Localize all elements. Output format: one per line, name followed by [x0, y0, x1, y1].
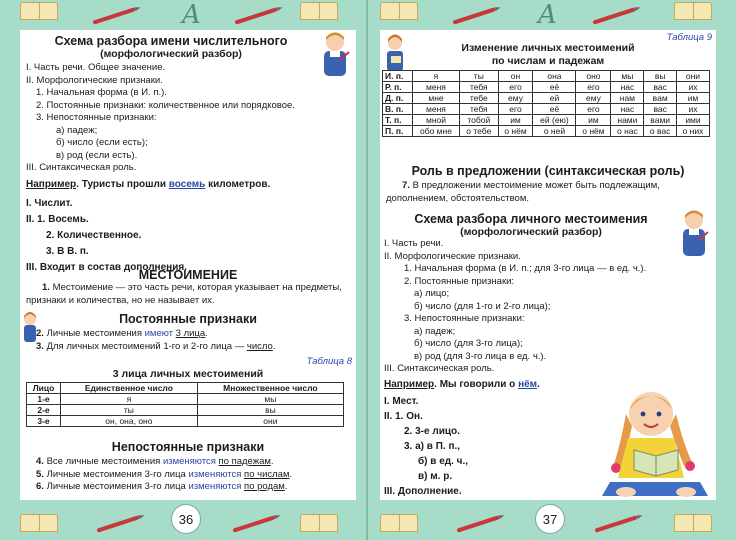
rule-text: В предложении местоимение может быть подлежащим, дополнением, обстоятельством.	[386, 180, 660, 204]
constant-features-list	[36, 328, 275, 353]
rule-highlight: изменяются	[188, 468, 242, 480]
rule-item	[36, 456, 292, 469]
rule-number: 7.	[402, 180, 410, 191]
boy-writing-illustration	[676, 208, 712, 258]
scheme-line: 3. Непостоянные признаки:	[36, 112, 157, 123]
scheme-line: III. Синтаксическая роль.	[26, 162, 137, 173]
rule-number: 4.	[36, 456, 44, 467]
table-row	[383, 93, 710, 104]
example-label: Например	[384, 379, 435, 390]
table-cell: ты	[460, 71, 498, 82]
rule-number: 5.	[36, 468, 44, 480]
example-word: нём	[518, 379, 538, 390]
table-cell: о тебе	[460, 126, 498, 137]
header-decoration	[368, 0, 736, 30]
example-text: . Мы говорили о	[434, 379, 516, 390]
pen-icon	[452, 7, 495, 24]
analysis-line: б) в ед. ч.,	[418, 456, 469, 467]
analysis-line: в) м. р.	[418, 471, 453, 482]
table-cell: тебя	[460, 104, 498, 115]
scheme-line: б) число (если есть);	[56, 137, 148, 148]
analysis-line: II. 1. Он.	[384, 411, 423, 422]
table-row	[27, 405, 344, 416]
table-cell: нас	[611, 82, 644, 93]
definition-number: 1.	[42, 282, 50, 293]
table-cell: тебя	[460, 82, 498, 93]
table-row	[383, 115, 710, 126]
rule-item	[36, 341, 275, 354]
rule-item	[36, 481, 292, 494]
table-cell: оно	[576, 71, 611, 82]
table-cell: они	[676, 71, 709, 82]
book-icon	[300, 514, 338, 532]
table-cell: он, она, оно	[61, 416, 198, 427]
table-cell: его	[576, 104, 611, 115]
table-row	[27, 394, 344, 405]
table-cell: меня	[412, 82, 459, 93]
scheme-line: в) род (если есть).	[56, 149, 138, 161]
constant-features-heading: Постоянные признаки	[119, 312, 257, 326]
pronoun-example	[384, 378, 540, 392]
table-cell: её	[533, 104, 576, 115]
rule-item	[36, 469, 292, 482]
pronoun-scheme	[384, 238, 646, 376]
pen-icon	[232, 515, 275, 532]
analysis-line: II. 1. Восемь.	[26, 214, 89, 225]
left-content	[20, 30, 356, 500]
table-cell: я	[61, 394, 198, 405]
case-header: П. п.	[383, 126, 413, 137]
pen-icon	[234, 7, 277, 24]
case-header: И. п.	[383, 71, 413, 82]
rule-item	[36, 328, 275, 341]
table-cell: вы	[644, 71, 677, 82]
rule-highlight: имеют	[144, 328, 174, 339]
pronoun-scheme-title: Схема разбора личного местоимения	[414, 212, 648, 226]
rule-underlined: по падежам	[218, 456, 271, 467]
scheme-line: 2. Постоянные признаки: количественное или порядковое.	[36, 99, 295, 111]
table-cell: им	[576, 115, 611, 126]
scheme-line: б) число (для 3-го лица);	[414, 338, 523, 349]
table-cell: мы	[611, 71, 644, 82]
pronoun-heading: МЕСТОИМЕНИЕ	[138, 268, 238, 282]
pronoun-analysis	[384, 394, 468, 499]
table-cell: ему	[498, 93, 533, 104]
rule-underlined: число	[246, 340, 273, 352]
page-number: 36	[171, 504, 201, 534]
rule-number: 6.	[36, 481, 44, 492]
example-end: километров.	[208, 179, 271, 190]
case-header: В. п.	[383, 104, 413, 115]
column-header: Множественное число	[197, 383, 343, 394]
table-cell: их	[676, 104, 709, 115]
table-cell: вами	[644, 115, 677, 126]
example-text: . Туристы прошли	[76, 179, 166, 190]
role-rule	[386, 180, 710, 205]
numeral-scheme-subtitle: (морфологический разбор)	[100, 48, 242, 60]
boy-writing-illustration	[316, 30, 354, 78]
girl-reading-icon	[384, 34, 406, 72]
table-cell: о нём	[498, 126, 533, 137]
table-row	[383, 71, 710, 82]
table8	[26, 382, 344, 427]
scheme-line: II. Морфологические признаки.	[26, 74, 163, 86]
right-page	[368, 0, 736, 540]
numeral-example	[26, 178, 270, 192]
table-cell: он	[498, 71, 533, 82]
book-icon	[20, 514, 58, 532]
scheme-line: 1. Начальная форма (в И. п.).	[36, 87, 167, 98]
table-cell: меня	[412, 104, 459, 115]
table-cell: её	[533, 82, 576, 93]
column-header: Лицо	[27, 383, 61, 394]
pen-icon	[92, 7, 135, 24]
table-row	[383, 82, 710, 93]
rule-number: 2.	[36, 328, 44, 339]
pronoun-scheme-header	[386, 212, 676, 239]
table-cell: ему	[576, 93, 611, 104]
table8-label: Таблица 8	[306, 356, 352, 367]
table-cell: вас	[644, 82, 677, 93]
analysis-line: 2. 3-е лицо.	[404, 426, 460, 437]
book-icon	[300, 2, 338, 20]
table-cell: ей (ею)	[533, 115, 576, 126]
column-header: Единственное число	[61, 383, 198, 394]
analysis-line: 3. В В. п.	[46, 246, 89, 257]
example-word: восемь	[168, 179, 206, 190]
numeral-scheme	[26, 62, 295, 175]
rule-end: .	[289, 468, 293, 480]
variable-features-heading: Непостоянные признаки	[111, 440, 265, 454]
pen-icon	[96, 515, 139, 532]
table-cell: вы	[197, 405, 343, 416]
rule-end: .	[270, 456, 274, 467]
table-cell: о ней	[533, 126, 576, 137]
definition-text: Местоимение — это часть речи, которая указывает на предметы, признаки и количества, но не называет их.	[26, 282, 342, 306]
table-cell: о нас	[611, 126, 644, 137]
table-cell: вас	[644, 104, 677, 115]
page-number: 37	[535, 504, 565, 534]
table-cell: я	[412, 71, 459, 82]
scheme-line: II. Морфологические признаки.	[384, 250, 521, 262]
table-cell: его	[576, 82, 611, 93]
table-cell: мной	[412, 115, 459, 126]
table-cell: обо мне	[412, 126, 459, 137]
table-cell: о нём	[576, 126, 611, 137]
rule-highlight: изменяются	[162, 456, 216, 467]
book-icon	[20, 2, 58, 20]
girl-reading-icon	[22, 312, 38, 344]
table-cell: мне	[412, 93, 459, 104]
table-cell: ими	[676, 115, 709, 126]
table-cell: нами	[611, 115, 644, 126]
numeral-analysis	[26, 196, 187, 276]
scheme-line: 2. Постоянные признаки:	[404, 275, 515, 287]
table-cell: 1-е	[27, 394, 61, 405]
table-cell: они	[197, 416, 343, 427]
rule-end: .	[272, 340, 276, 352]
scheme-line: а) лицо;	[414, 288, 450, 299]
letter-a-icon: A	[538, 0, 557, 30]
table-cell: 3-е	[27, 416, 61, 427]
rule-text: Личные местоимения 3-го лица	[46, 468, 186, 480]
rule-underlined: 3 лица	[175, 328, 206, 339]
table-cell: его	[498, 104, 533, 115]
table9	[382, 70, 710, 137]
rule-underlined: по родам	[244, 481, 285, 492]
header-decoration	[0, 0, 368, 30]
role-heading: Роль в предложении (синтаксическая роль)	[411, 164, 685, 178]
pronoun-definition	[26, 282, 350, 307]
table-cell: о вас	[644, 126, 677, 137]
pronoun-scheme-subtitle: (морфологический разбор)	[460, 226, 602, 238]
letter-a-icon: A	[182, 0, 201, 30]
book-icon	[380, 514, 418, 532]
rule-highlight: изменяются	[188, 481, 242, 492]
table-cell: его	[498, 82, 533, 93]
example-end: .	[537, 379, 540, 390]
analysis-line: III. Входит в состав дополнения.	[26, 262, 187, 273]
case-header: Д. п.	[383, 93, 413, 104]
table-row	[383, 126, 710, 137]
rule-text: Личные местоимения	[46, 328, 142, 339]
case-header: Р. п.	[383, 82, 413, 93]
scheme-line: 1. Начальная форма (в И. п.; для 3-го лица — в ед. ч.).	[404, 263, 647, 274]
table-row	[27, 416, 344, 427]
table-cell: нам	[611, 93, 644, 104]
table8-title: 3 лица личных местоимений	[112, 368, 264, 380]
analysis-line: I. Мест.	[384, 396, 419, 407]
table-cell: тобой	[460, 115, 498, 126]
table9-title-line2: по числам и падежам	[491, 55, 605, 67]
rule-text: Личные местоимения 3-го лица	[46, 481, 186, 492]
table-cell: она	[533, 71, 576, 82]
scheme-line: а) падеж;	[414, 325, 456, 337]
pen-icon	[456, 515, 499, 532]
rule-end: .	[205, 328, 208, 339]
variable-features-list	[36, 456, 292, 494]
rule-end: .	[284, 481, 288, 492]
table-cell: ты	[61, 405, 198, 416]
analysis-line: 3. а) в П. п.,	[404, 441, 461, 452]
table-cell: 2-е	[27, 405, 61, 416]
table-row	[383, 104, 710, 115]
book-icon	[674, 514, 712, 532]
table-cell: их	[676, 82, 709, 93]
scheme-line: I. Часть речи. Общее значение.	[26, 62, 166, 73]
table-cell: нас	[611, 104, 644, 115]
scheme-line: III. Синтаксическая роль.	[384, 363, 495, 374]
rule-text: Все личные местоимения	[46, 456, 161, 467]
scheme-line: 3. Непостоянные признаки:	[404, 313, 525, 324]
pen-icon	[592, 7, 635, 24]
table9-label: Таблица 9	[666, 32, 712, 43]
scheme-line: а) падеж;	[56, 124, 98, 136]
table-cell: им	[498, 115, 533, 126]
table-cell: ей	[533, 93, 576, 104]
table9-title-line1: Изменение личных местоимений	[461, 42, 635, 54]
example-label: Например	[26, 179, 77, 190]
table-cell: тебе	[460, 93, 498, 104]
table-cell: мы	[197, 394, 343, 405]
pen-icon	[594, 515, 637, 532]
girl-with-book-illustration	[596, 386, 714, 498]
numeral-scheme-title: Схема разбора имени числительного	[54, 34, 288, 48]
table-cell: о них	[676, 126, 709, 137]
table-cell: вам	[644, 93, 677, 104]
analysis-line: I. Числит.	[26, 198, 73, 209]
scheme-line: в) род (для 3-го лица в ед. ч.).	[414, 350, 547, 362]
table-cell: им	[676, 93, 709, 104]
scheme-line: I. Часть речи.	[384, 238, 444, 249]
scheme-line: б) число (для 1-го и 2-го лица);	[414, 300, 551, 312]
book-icon	[380, 2, 418, 20]
book-icon	[674, 2, 712, 20]
rule-text: Для личных местоимений 1-го и 2-го лица —	[46, 340, 245, 352]
right-content	[380, 30, 716, 500]
case-header: Т. п.	[383, 115, 413, 126]
rule-number: 3.	[36, 340, 44, 352]
table-header-row	[27, 383, 344, 394]
analysis-line: III. Дополнение.	[384, 486, 462, 497]
analysis-line: 2. Количественное.	[46, 230, 142, 241]
rule-underlined: по числам	[244, 468, 290, 480]
